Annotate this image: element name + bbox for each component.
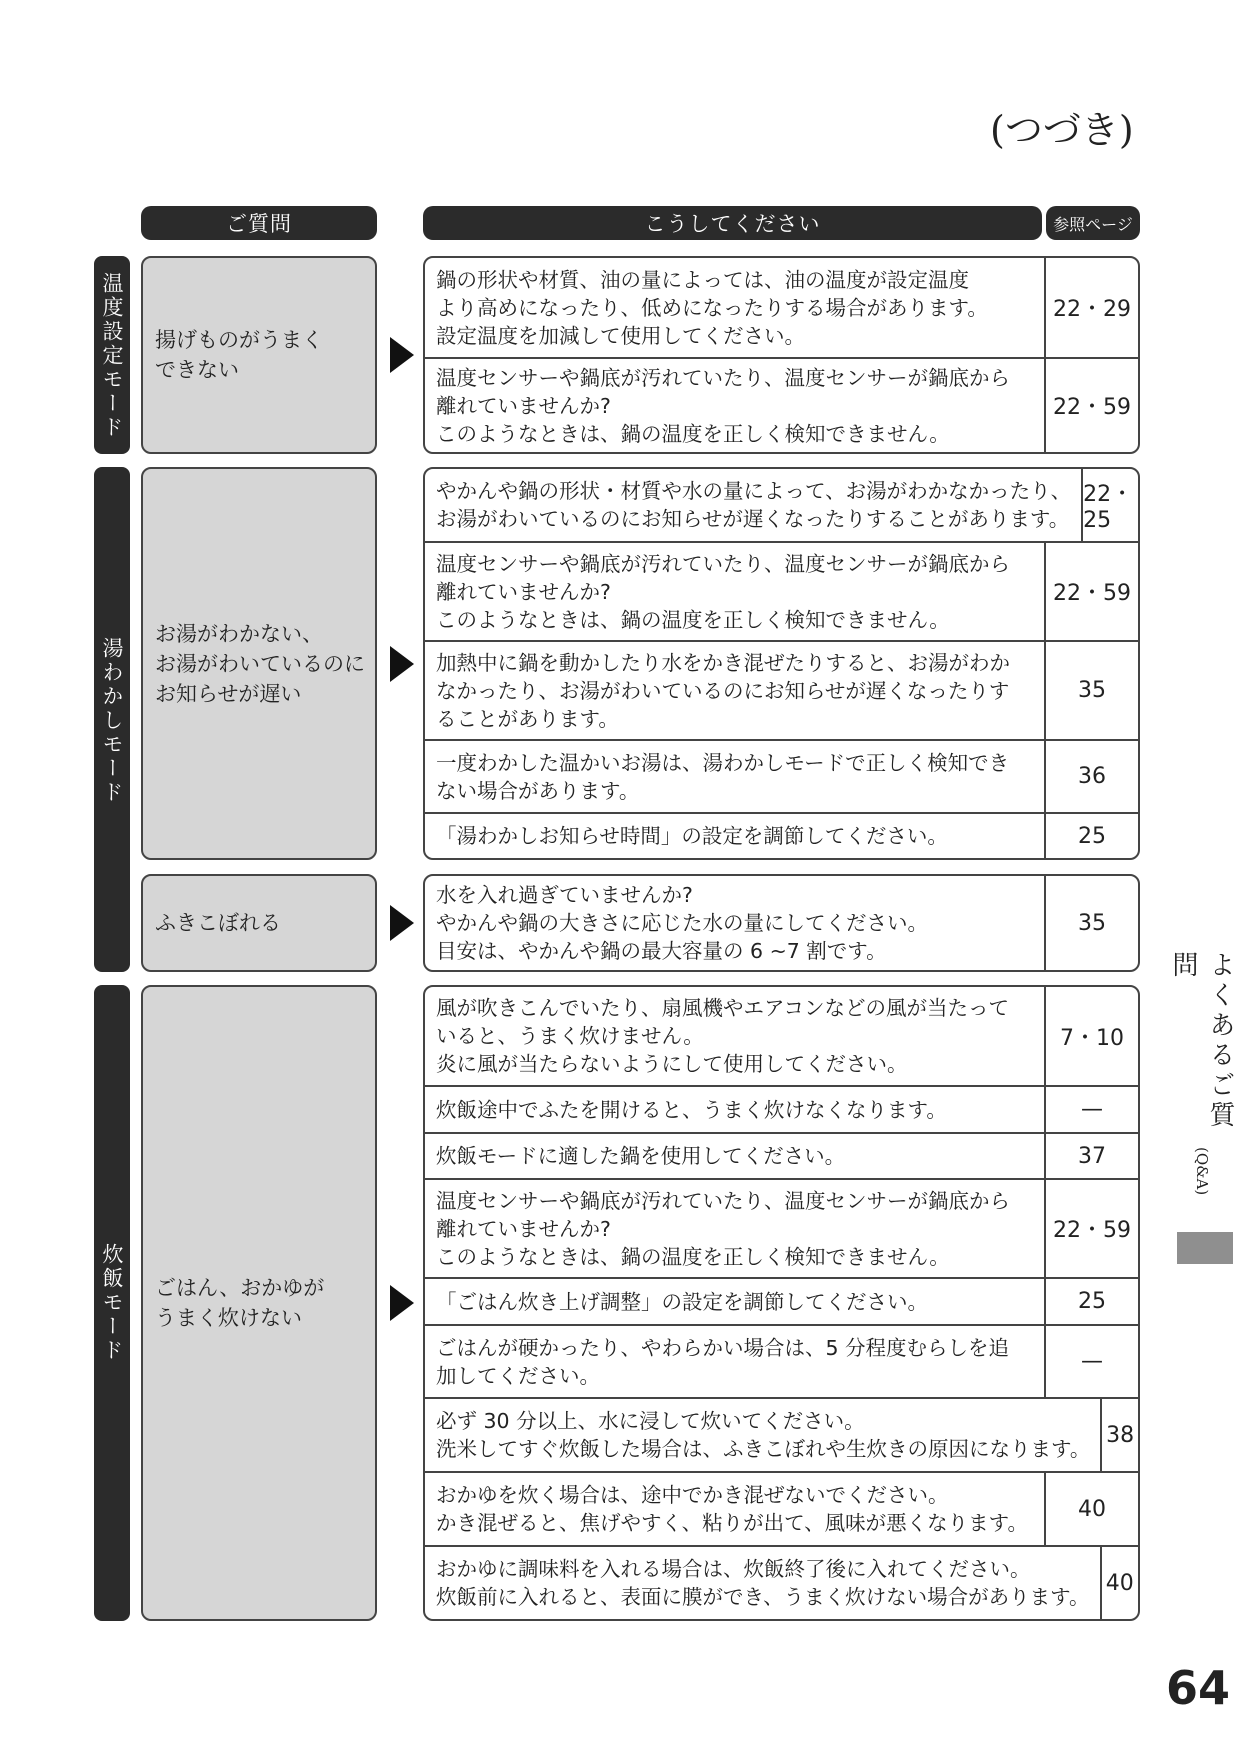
ref-page: 25 (1044, 814, 1138, 858)
arrow-icon (390, 905, 414, 941)
answer-row (425, 469, 1138, 541)
ref-page: 35 (1044, 642, 1138, 739)
ref-page: 22・59 (1044, 359, 1138, 452)
arrow-icon (390, 646, 414, 682)
answer-text: おかゆに調味料を入れる場合は、炊飯終了後に入れてください。 炊飯前に入れると、表面に膜ができ、うまく炊けない場合があります。 (436, 1557, 1090, 1609)
ref-page: 36 (1044, 741, 1138, 812)
answer-box-rice (423, 985, 1140, 1621)
page-number: 64 (1165, 1661, 1230, 1715)
question-label: 揚げものがうまく できない (155, 328, 323, 382)
answer-box-not-boiling (423, 467, 1140, 860)
answer-row (425, 876, 1138, 970)
question-rice (141, 985, 377, 1621)
answer-text: 炊飯モードに適した鍋を使用してください。 (436, 1144, 846, 1168)
header-ref-page: 参照ページ (1046, 206, 1140, 240)
answer-text: 一度わかした温かいお湯は、湯わかしモードで正しく検知でき ない場合があります。 (436, 750, 1010, 803)
category-label: 炊飯モード (100, 1243, 124, 1363)
answer-row (425, 1277, 1138, 1324)
answer-text: やかんや鍋の形状・材質や水の量によって、お湯がわかなかったり、 お湯がわいているのにお知らせが遅くなったりすることがあります。 (436, 479, 1072, 531)
answer-row (425, 357, 1138, 452)
question-label: ふきこぼれる (155, 911, 281, 935)
continued-label: (つづき) (990, 108, 1134, 152)
question-boil-over (141, 874, 377, 972)
answer-box-frying (423, 256, 1140, 454)
question-frying (141, 256, 377, 454)
ref-page: 38 (1100, 1399, 1138, 1471)
question-label: ごはん、おかゆが うまく炊けない (155, 1276, 325, 1330)
category-boiling-mode (94, 467, 130, 972)
answer-row (425, 640, 1138, 739)
answer-text: 温度センサーや鍋底が汚れていたり、温度センサーが鍋底から 離れていませんか? このようなときは、鍋の温度を正しく検知できません。 (436, 365, 1010, 446)
answer-text: ごはんが硬かったり、やわらかい場合は、5 分程度むらしを追 加してください。 (436, 1335, 1010, 1388)
ref-page: 22・59 (1044, 543, 1138, 640)
answer-text: 「湯わかしお知らせ時間」の設定を調節してください。 (436, 824, 948, 848)
ref-page: 22・25 (1081, 469, 1138, 541)
ref-page: — (1044, 1326, 1138, 1397)
answer-text: おかゆを炊く場合は、途中でかき混ぜないでください。 かき混ぜると、焦げやすく、粘りが出て、風味が悪くなります。 (436, 1483, 1029, 1535)
answer-row (425, 739, 1138, 812)
answer-text: 「ごはん炊き上げ調整」の設定を調節してください。 (436, 1289, 928, 1314)
question-not-boiling (141, 467, 377, 860)
arrow-icon (390, 337, 414, 373)
side-section-subtitle: (Q&A) (1193, 1147, 1211, 1196)
answer-text: 風が吹きこんでいたり、扇風機やエアコンなどの風が当たって いると、うまく炊けません。 炎に風が当たらないようにして使用してください。 (436, 996, 1009, 1076)
arrow-icon (390, 1285, 414, 1321)
answer-row (425, 812, 1138, 858)
ref-page: 40 (1044, 1473, 1138, 1545)
ref-page: 25 (1044, 1279, 1138, 1324)
ref-page: 7・10 (1044, 987, 1138, 1085)
answer-row (425, 1324, 1138, 1397)
answer-row (425, 1178, 1138, 1277)
category-label: 温度設定モード (100, 272, 124, 440)
ref-page: 40 (1100, 1547, 1138, 1619)
answer-row (425, 1085, 1138, 1132)
answer-text: 温度センサーや鍋底が汚れていたり、温度センサーが鍋底から 離れていませんか? このようなときは、鍋の温度を正しく検知できません。 (436, 1188, 1010, 1269)
answer-row (425, 1132, 1138, 1178)
answer-text: 水を入れ過ぎていませんか? やかんや鍋の大きさに応じた水の量にしてください。 目安は、やかんや鍋の最大容量の 6 ~7 割です。 (436, 883, 928, 963)
ref-page: 37 (1044, 1134, 1138, 1178)
category-rice-mode (94, 985, 130, 1621)
answer-text: 必ず 30 分以上、水に浸して炊いてください。 洗米してすぐ炊飯した場合は、ふきこぼれや生炊きの原因になります。 (436, 1409, 1091, 1461)
answer-text: 鍋の形状や材質、油の量によっては、油の温度が設定温度 より高めになったり、低めになったりする場合があります。 設定温度を加減して使用してください。 (436, 267, 988, 348)
answer-text: 温度センサーや鍋底が汚れていたり、温度センサーが鍋底から 離れていませんか? このようなときは、鍋の温度を正しく検知できません。 (436, 551, 1010, 632)
ref-page: — (1044, 1087, 1138, 1132)
header-action: こうしてください (423, 206, 1042, 240)
category-label: 湯わかしモード (100, 637, 124, 805)
question-label: お湯がわかない、 お湯がわいているのに お知らせが遅い (155, 621, 365, 706)
answer-row (425, 1545, 1138, 1619)
answer-text: 炊飯途中でふたを開けると、うまく炊けなくなります。 (436, 1097, 947, 1122)
index-tab (1177, 1232, 1233, 1264)
ref-page: 35 (1044, 876, 1138, 970)
answer-row (425, 1397, 1138, 1471)
category-temperature-mode (94, 256, 130, 454)
answer-row (425, 1471, 1138, 1545)
answer-row (425, 987, 1138, 1085)
answer-row (425, 541, 1138, 640)
ref-page: 22・59 (1044, 1180, 1138, 1277)
side-section-title: よくあるご質問 (1168, 951, 1235, 1131)
header-question: ご質問 (141, 206, 377, 240)
answer-row (425, 258, 1138, 357)
ref-page: 22・29 (1044, 258, 1138, 357)
answer-box-boil-over (423, 874, 1140, 972)
answer-text: 加熱中に鍋を動かしたり水をかき混ぜたりすると、お湯がわか なかったり、お湯がわいているのにお知らせが遅くなったりす ることがあります。 (436, 650, 1010, 731)
